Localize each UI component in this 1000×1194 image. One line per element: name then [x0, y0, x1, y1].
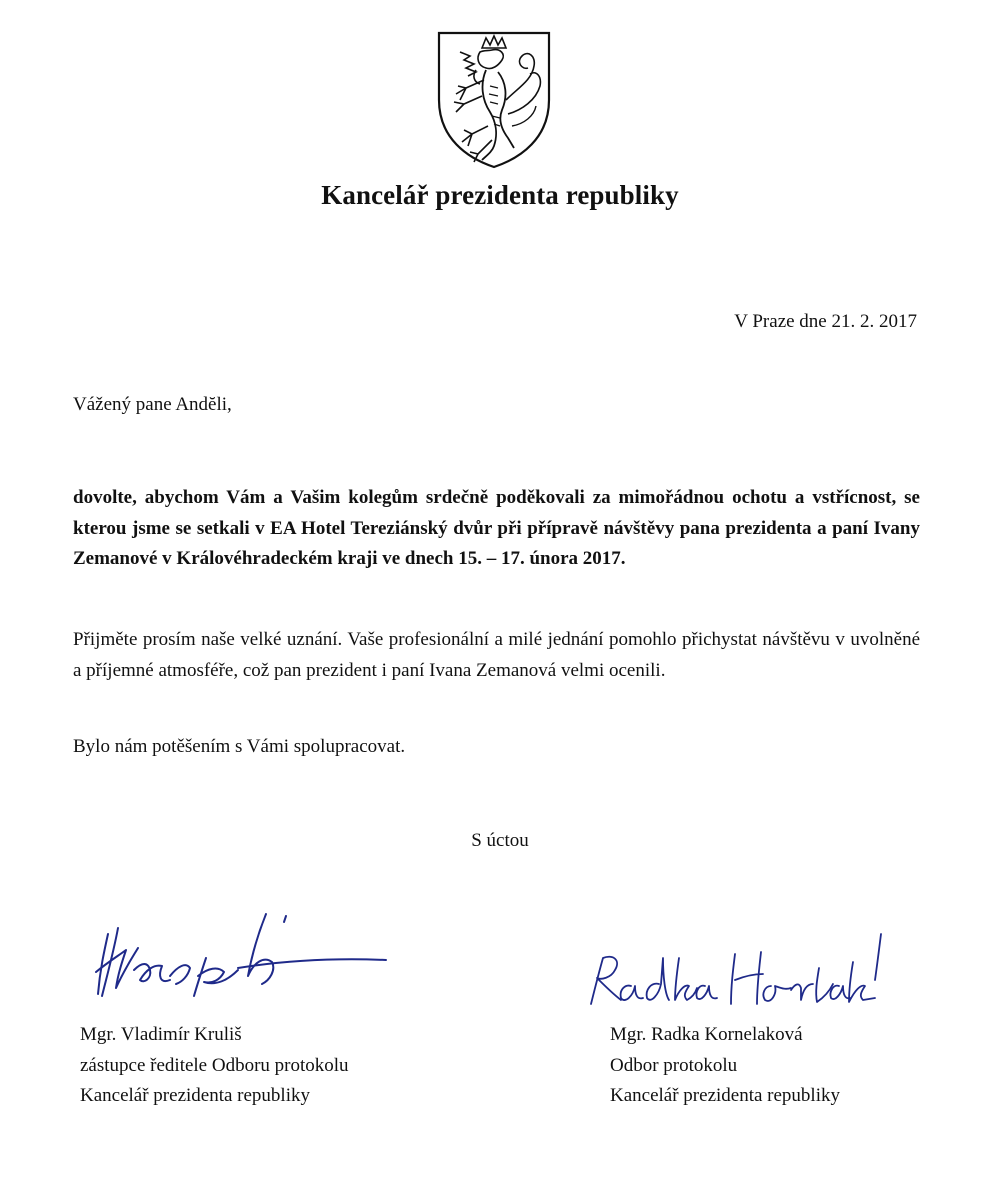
signature-right [585, 928, 895, 1016]
greeting: Vážený pane Andĕli, [73, 394, 232, 415]
signatory-name: Mgr. Vladimír Kruliš [80, 1024, 242, 1045]
body-paragraph-3: Bylo nám potěšením s Vámi spolupracovat. [73, 736, 406, 757]
body-paragraph-2: Přijměte prosím naše velké uznání. Vaše profesionální a milé jednání pomohlo přichystat návštěvu v uvolněné a příjemné atmosféře, což pan prezident i paní Ivana Zemanová velmi ocenili. [73, 629, 920, 681]
signatory-organization: Kancelář prezidenta republiky [80, 1085, 310, 1106]
closing: S úctou [471, 830, 529, 851]
signatory-position: zástupce ředitele Odboru protokolu [80, 1054, 349, 1076]
signatory-position: Odbor protokolu [610, 1054, 738, 1076]
czech-lion-coat-of-arms-icon [436, 30, 552, 170]
body-paragraph-1: dovolte, abychom Vám a Vašim kolegům srdečně poděkovali za mimořádnou ochotu a vstřícnost, se kterou jsme se setkali v EA Hotel Tereziánský dvůr při přípravě návštěvy pana prezidenta a paní Ivany Zemanové v Královéhradeckém kraji ve dnech 15. – 17. února 2017. [73, 487, 920, 569]
letterhead-title: Kancelář prezidenta republiky [321, 180, 679, 210]
signature-left [78, 900, 398, 1010]
date-line: V Praze dne 21. 2. 2017 [734, 311, 917, 332]
signatory-left [80, 1020, 349, 1112]
signatory-organization: Kancelář prezidenta republiky [610, 1085, 840, 1106]
signatory-name: Mgr. Radka Kornelaková [610, 1024, 803, 1045]
signatory-right [610, 1020, 840, 1112]
